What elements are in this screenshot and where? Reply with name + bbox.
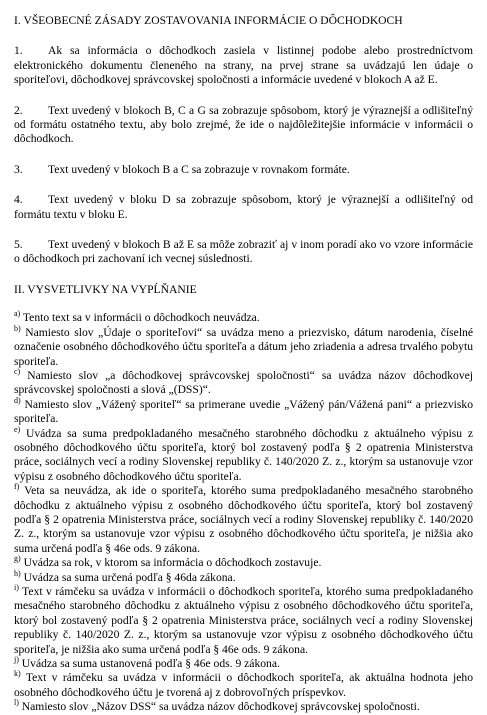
rule-number: 4. xyxy=(14,193,23,207)
footnote-text: Uvádza sa suma ustanovená podľa § 46e ods. 9 zákona. xyxy=(18,657,280,671)
rule-paragraph xyxy=(14,238,473,267)
rule-paragraph xyxy=(14,44,473,87)
section-2-title: II. VYSVETLIVKY NA VYPĹŇANIE xyxy=(14,282,197,296)
rule-text: Ak sa informácia o dôchodkoch zasiela v listinnej podobe alebo prostredníctvom elektronického dokumentu členeného na strany, na prvej strane sa uvádzajú len údaje o sporiteľovi, dôchodkovej správcovskej spoločnosti a informácie uvedené v blokoch A až E. xyxy=(14,44,473,87)
footnote xyxy=(14,568,473,585)
footnote-mark: d) xyxy=(14,395,21,405)
section-1-title: I. VŠEOBECNÉ ZÁSADY ZOSTAVOVANIA INFORMÁCIE O DÔCHODKOCH xyxy=(14,14,403,27)
footnote-text: Namiesto slov „Vážený sporiteľ“ sa primerane uvedie „Vážený pán/Vážená pani“ a priezvisko sporiteľa. xyxy=(14,397,473,426)
footnote-mark: f) xyxy=(14,482,20,492)
rule-text: Text uvedený v blokoch B a C sa zobrazuje v rovnakom formáte. xyxy=(48,162,350,176)
rule-text: Text uvedený v bloku D sa zobrazuje spôsobom, ktorý je výraznejší a odlišiteľný od formátu textu v bloku E. xyxy=(14,193,473,221)
footnote-mark: j) xyxy=(14,655,19,665)
footnote-mark: h) xyxy=(14,568,21,578)
rule-number: 2. xyxy=(14,103,23,117)
footnote-text: Namiesto slov „Názov DSS“ sa uvádza názov dôchodkovej správcovskej spoločnosti. xyxy=(18,700,420,714)
footnote-mark: l) xyxy=(14,698,19,708)
rule-text: Text uvedený v blokoch B, C a G sa zobrazuje spôsobom, ktorý je výraznejší a odlišiteľný od formátu ostatného textu, aby bolo zrejmé, že ide o najdôležitejšie informácie v informácii o dôchodkoch. xyxy=(14,103,473,146)
footnote-text: Namiesto slov „a dôchodkovej správcovskej spoločnosti“ sa uvádza názov dôchodkovej správcovskej spoločnosti a slová „(DSS)“. xyxy=(14,368,473,397)
footnote xyxy=(14,585,473,657)
footnote-mark: k) xyxy=(14,669,21,679)
footnote-text: Uvádza sa rok, v ktorom sa informácia o dôchodkoch zostavuje. xyxy=(20,556,322,570)
footnote xyxy=(14,395,473,427)
footnote-text: Namiesto slov „Údaje o sporiteľovi“ sa uvádza meno a priezvisko, dátum narodenia, číselné označenie osobného dôchodkového účtu sporiteľa a dátum jeho zriadenia a adresa trvalého pobytu sporiteľa. xyxy=(14,325,473,368)
footnote-mark: c) xyxy=(14,367,21,377)
footnote-mark: g) xyxy=(14,554,21,564)
rules-list xyxy=(14,44,473,266)
footnote xyxy=(14,323,473,369)
footnote xyxy=(14,484,473,556)
footnote xyxy=(14,657,473,671)
footnote xyxy=(14,700,473,714)
footnote-text: Uvádza sa suma určená podľa § 46da zákona. xyxy=(20,570,236,584)
footnote-mark: i) xyxy=(14,583,19,593)
footnote-mark: b) xyxy=(14,323,21,333)
rule-number: 1. xyxy=(14,44,23,58)
footnote-text: Veta sa neuvádza, ak ide o sporiteľa, ktorého suma predpokladaného mesačného starobného dôchodku z aktuálneho výpisu z osobného dôchodkového účtu sporiteľa, ktorý bol zostavený podľa § 2 opatrenia Ministerstva práce, sociálnych vecí a rodiny Slovenskej republiky č. 140/2020 Z. z., ktorým sa ustanovuje vzor výpisu z osobného dôchodkového účtu sporiteľa, je nižšia ako suma určená podľa § 46e ods. 9 zákona. xyxy=(14,484,473,555)
rule-paragraph xyxy=(14,193,473,222)
footnote-text: Text v rámčeku sa uvádza v informácii o dôchodkoch sporiteľa, ktorého suma predpokladaného mesačného starobného dôchodku z aktuálneho výpisu z osobného dôchodkového účtu sporiteľa, ktorý bol zostavený podľa § 2 opatrenia Ministerstva práce, sociálnych vecí a rodiny Slovenskej republiky č. 140/2020 Z. z., ktorým sa ustanovuje vzor výpisu z osobného dôchodkového účtu sporiteľa, je nižšia ako suma určená podľa § 46e ods. 9 zákona. xyxy=(14,585,473,656)
footnote xyxy=(14,311,473,325)
footnote xyxy=(14,556,473,570)
footnote xyxy=(14,424,473,485)
rule-paragraph xyxy=(14,104,473,147)
footnote-text: Tento text sa v informácii o dôchodkoch neuvádza. xyxy=(20,311,260,325)
footnotes-list xyxy=(14,311,473,714)
footnote-text: Text v rámčeku sa uvádza v informácii o dôchodkoch sporiteľa, ak aktuálna hodnota jeho osobného dôchodkového účtu je tvorená aj z dobrovoľných príspevkov. xyxy=(14,671,473,699)
rule-number: 3. xyxy=(14,162,23,176)
footnote xyxy=(14,369,473,398)
footnote-text: Uvádza sa suma predpokladaného mesačného starobného dôchodku z aktuálneho výpisu z osobného dôchodkového účtu sporiteľa, ktorý bol zostavený podľa § 2 opatrenia Ministerstva práce, sociálnych vecí a rodiny Slovenskej republiky č. 140/2020 Z. z., ktorým sa ustanovuje vzor výpisu z osobného dôchodkového účtu sporiteľa. xyxy=(14,426,473,483)
footnote xyxy=(14,671,473,700)
rule-paragraph xyxy=(14,163,473,177)
footnote-mark: e) xyxy=(14,424,21,434)
rule-number: 5. xyxy=(14,238,23,252)
rule-text: Text uvedený v blokoch B až E sa môže zobraziť aj v inom poradí ako vo vzore informácie o dôchodkoch pri zachovaní ich vecnej súslednosti. xyxy=(14,238,473,266)
footnote-mark: a) xyxy=(14,309,21,319)
